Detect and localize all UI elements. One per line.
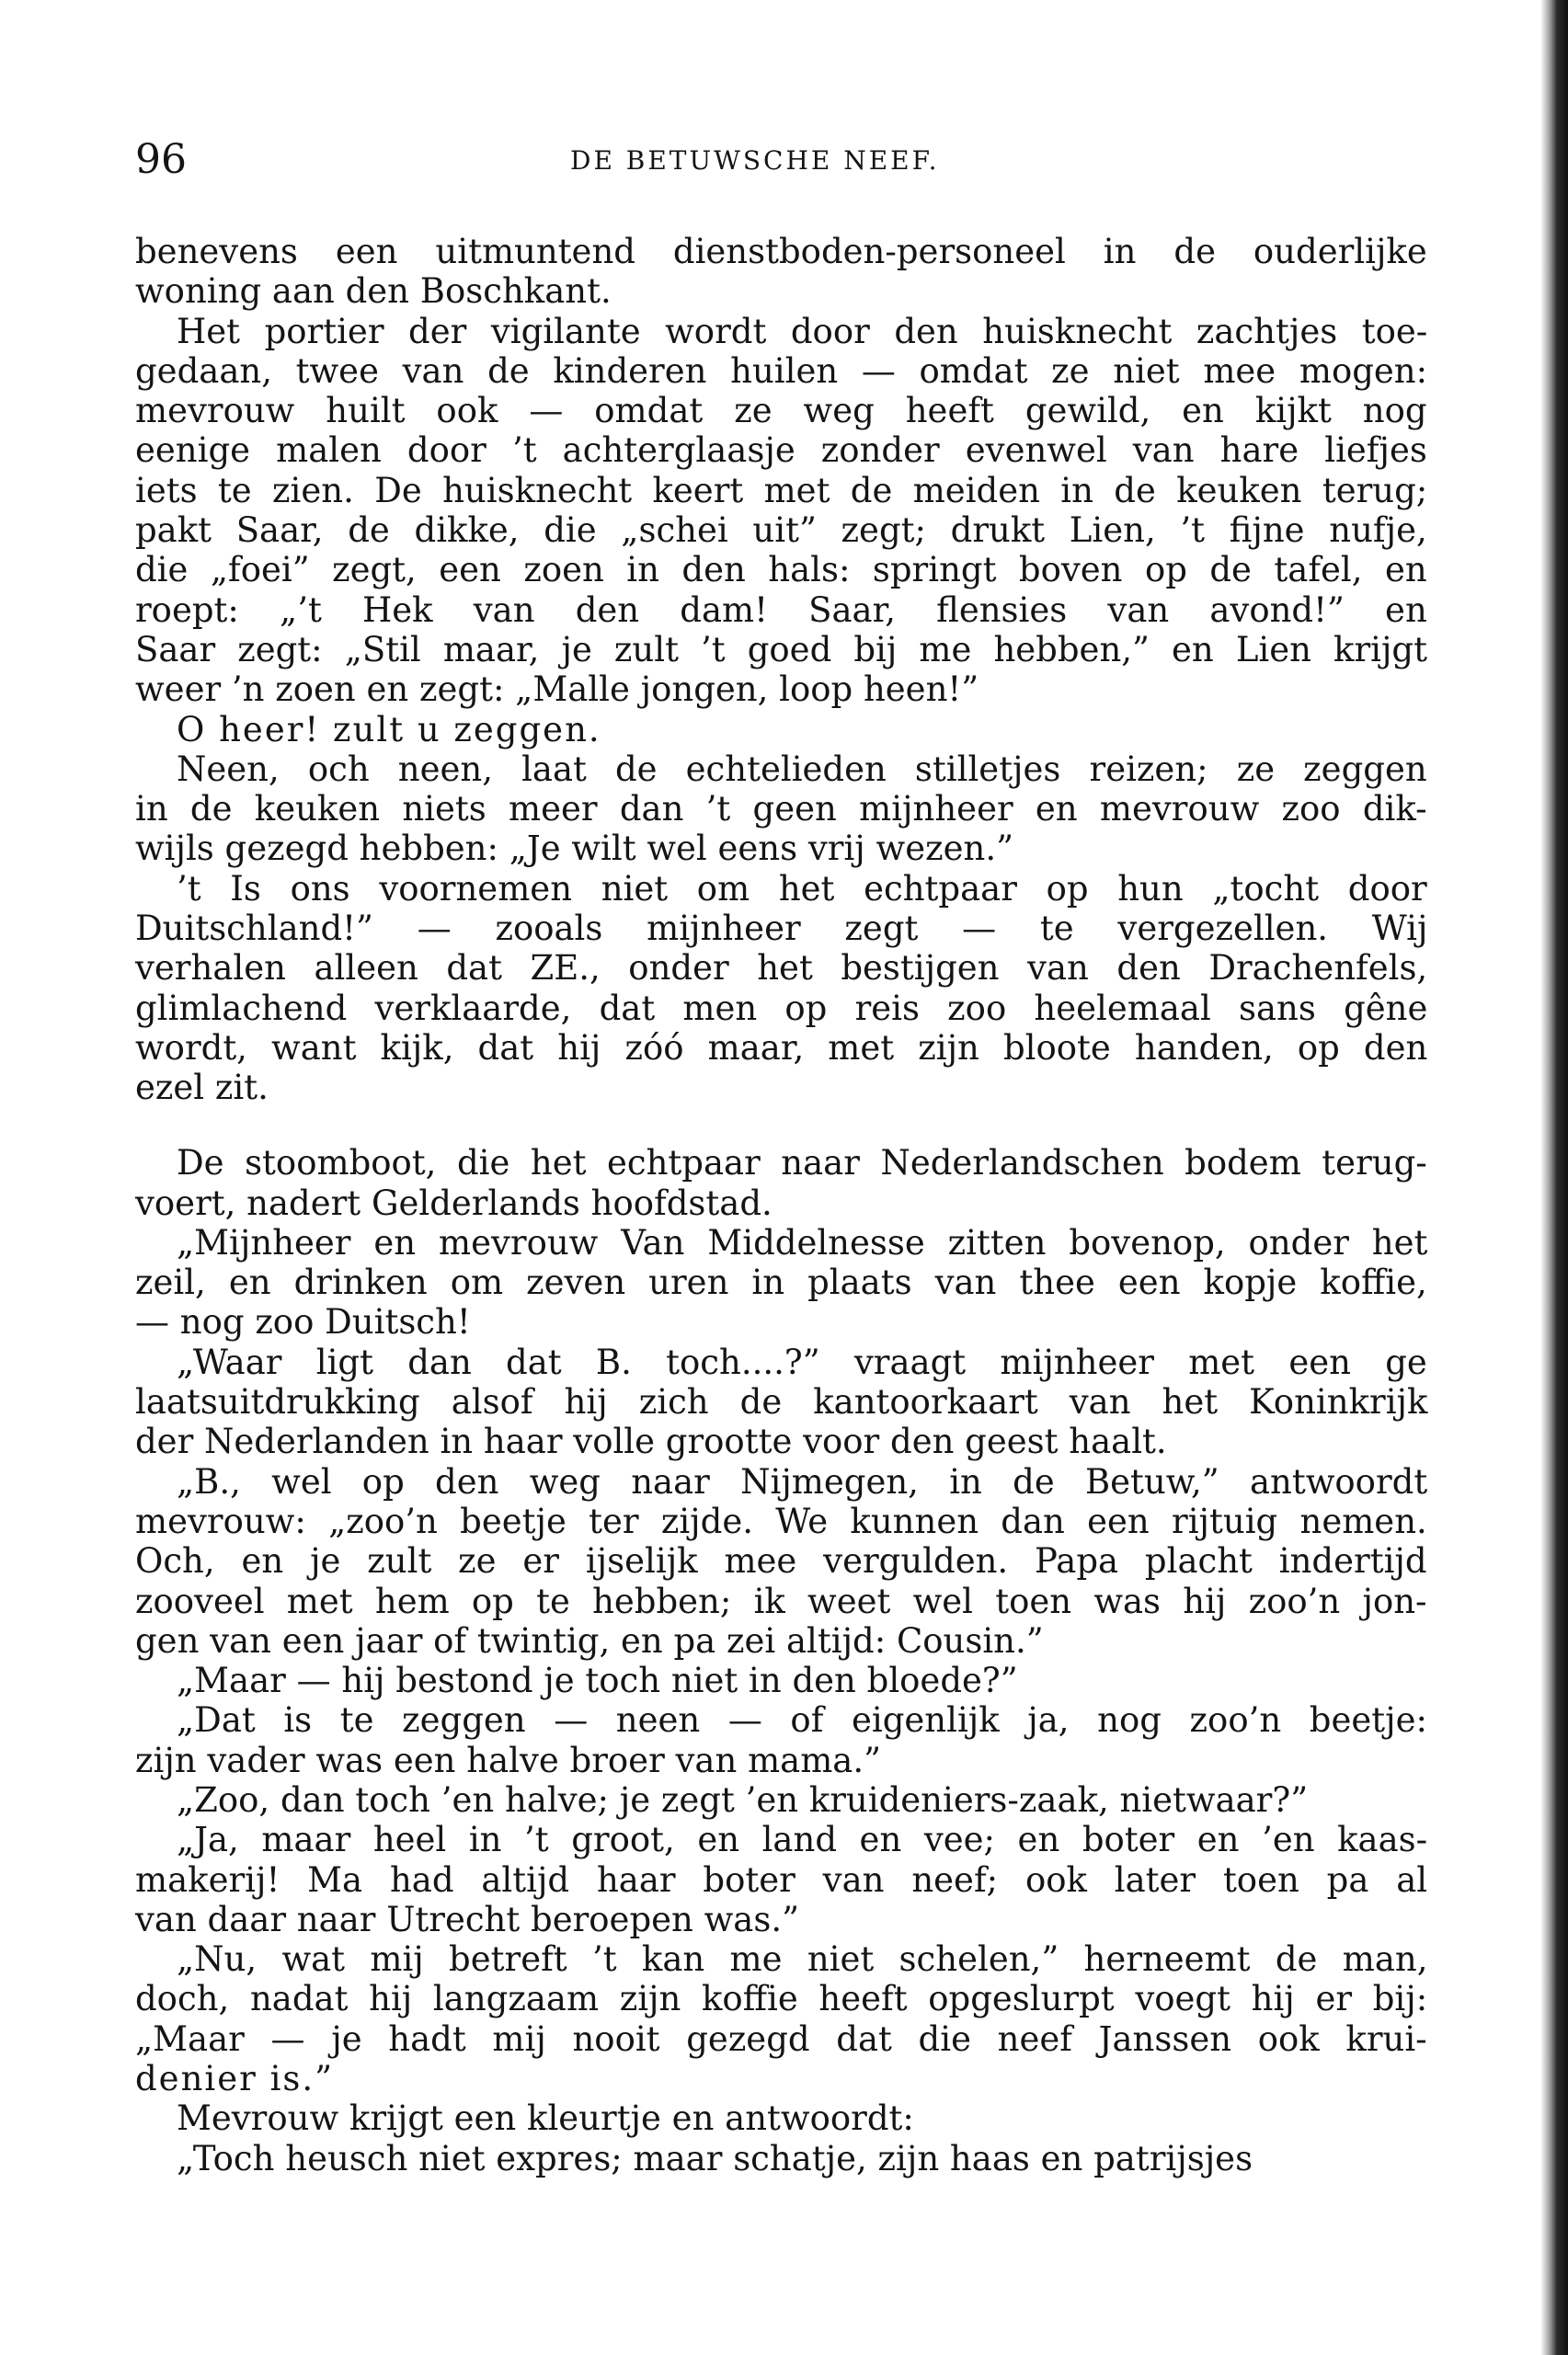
text-line: makerij! Ma had altijd haar boter van neef; ook later toen pa al (135, 1859, 1428, 1900)
text-line: verhalen alleen dat ZE., onder het bestijgen van den Drachenfels, (135, 948, 1428, 989)
text-line: doch, nadat hij langzaam zijn koffie heeft opgeslurpt voegt hij er bij: (135, 1979, 1428, 2019)
text-line: Neen, och neen, laat de echtelieden stilletjes reizen; ze zeggen (177, 749, 1427, 789)
text-line: laatsuitdrukking alsof hij zich de kantoorkaart van het Koninkrijk (135, 1382, 1428, 1423)
text-line: O heer! zult u zeggen. (177, 709, 601, 749)
text-line: „Toch heusch niet expres; maar schatje, zijn haas en patrijsjes (177, 2138, 1253, 2178)
text-line: „B., wel op den weg naar Nijmegen, in de Betuw,” antwoordt (177, 1461, 1428, 1502)
text-line: gen van een jaar of twintig, en pa zei altijd: Cousin.” (135, 1620, 1044, 1661)
text-line: van daar naar Utrecht beroepen was.” (135, 1899, 800, 1939)
text-line: die „foei” zegt, een zoen in den hals: springt boven op de tafel, en (135, 550, 1427, 590)
text-line: mevrouw huilt ook — omdat ze weg heeft gewild, en kijkt nog (135, 391, 1427, 431)
text-line: „Waar ligt dan dat B. toch....?” vraagt mijnheer met een ge (177, 1342, 1427, 1382)
text-line: weer ’n zoen en zegt: „Malle jongen, loop heen!” (135, 669, 979, 710)
text-line: eenige malen door ’t achterglaasje zonder evenwel van hare liefjes (135, 430, 1427, 471)
text-line: benevens een uitmuntend dienstboden-personeel in de ouderlijke (135, 232, 1427, 271)
running-title: DE BETUWSCHE NEEF. (570, 145, 940, 176)
text-line: gedaan, twee van de kinderen huilen — omdat ze niet mee mogen: (135, 350, 1428, 391)
text-line: De stoomboot, die het echtpaar naar Nederlandschen bodem terug- (177, 1143, 1427, 1183)
text-line: Duitschland!” — zooals mijnheer zegt — te vergezellen. Wij (135, 909, 1428, 949)
page-number: 96 (135, 136, 187, 183)
text-line: ezel zit. (135, 1068, 269, 1108)
text-line: „Dat is te zeggen — neen — of eigenlijk ja, nog zoo’n beetje: (177, 1700, 1427, 1741)
text-line: „Maar — je hadt mij nooit gezegd dat die neef Janssen ook krui- (135, 2018, 1427, 2059)
text-line: „Nu, wat mij betreft ’t kan me niet schelen,” herneemt de man, (177, 1939, 1428, 1980)
text-line: „Ja, maar heel in ’t groot, en land en vee; en boter en ’en kaas- (177, 1820, 1428, 1860)
text-line: „Zoo, dan toch ’en halve; je zegt ’en kruideniers-zaak, nietwaar?” (177, 1779, 1309, 1820)
text-line: wijls gezegd hebben: „Je wilt wel eens vrij wezen.” (135, 829, 1013, 869)
book-spine-shadow (1540, 0, 1568, 2355)
text-line: — nog zoo Duitsch! (135, 1302, 471, 1343)
text-line: ’t Is ons voornemen niet om het echtpaar op hun „tocht door (177, 868, 1427, 909)
text-line: zeil, en drinken om zeven uren in plaats van thee een kopje koffie, (135, 1263, 1427, 1303)
text-line: wordt, want kijk, dat hij zóó maar, met zijn bloote handen, op den (135, 1027, 1428, 1068)
text-line: Mevrouw krijgt een kleurtje en antwoordt: (177, 2098, 914, 2139)
text-line: der Nederlanden in haar volle grootte voor den geest haalt. (135, 1422, 1167, 1462)
text-line: Het portier der vigilante wordt door den huisknecht zachtjes toe- (177, 311, 1428, 351)
text-line: woning aan den Boschkant. (135, 271, 612, 312)
text-line: voert, nadert Gelderlands hoofdstad. (135, 1183, 773, 1223)
text-line: in de keuken niets meer dan ’t geen mijnheer en mevrouw zoo dik- (135, 789, 1427, 829)
body-text (135, 232, 1427, 2178)
text-line: Och, en je zult ze er ijselijk mee vergulden. Papa placht indertijd (135, 1541, 1427, 1582)
text-line: mevrouw: „zoo’n beetje ter zijde. We kunnen dan een rijtuig nemen. (135, 1501, 1427, 1541)
text-line: roept: „’t Hek van den dam! Saar, flensies van avond!” en (135, 589, 1427, 630)
text-line: pakt Saar, de dikke, die „schei uit” zegt; drukt Lien, ’t fijne nufje, (135, 510, 1427, 551)
text-line: „Mijnheer en mevrouw Van Middelnesse zitten bovenop, onder het (177, 1222, 1428, 1263)
text-line: glimlachend verklaarde, dat men op reis zoo heelemaal sans gêne (135, 988, 1428, 1028)
text-line: Saar zegt: „Stil maar, je zult ’t goed bij me hebben,” en Lien krijgt (135, 629, 1427, 669)
text-line: zooveel met hem op te hebben; ik weet wel toen was hij zoo’n jon- (135, 1581, 1427, 1621)
text-line: „Maar — hij bestond je toch niet in den bloede?” (177, 1661, 1018, 1701)
text-line: denier is.” (135, 2059, 335, 2099)
text-line: iets te zien. De huisknecht keert met de meiden in de keuken terug; (135, 470, 1428, 510)
text-line: zijn vader was een halve broer van mama.” (135, 1740, 882, 1780)
